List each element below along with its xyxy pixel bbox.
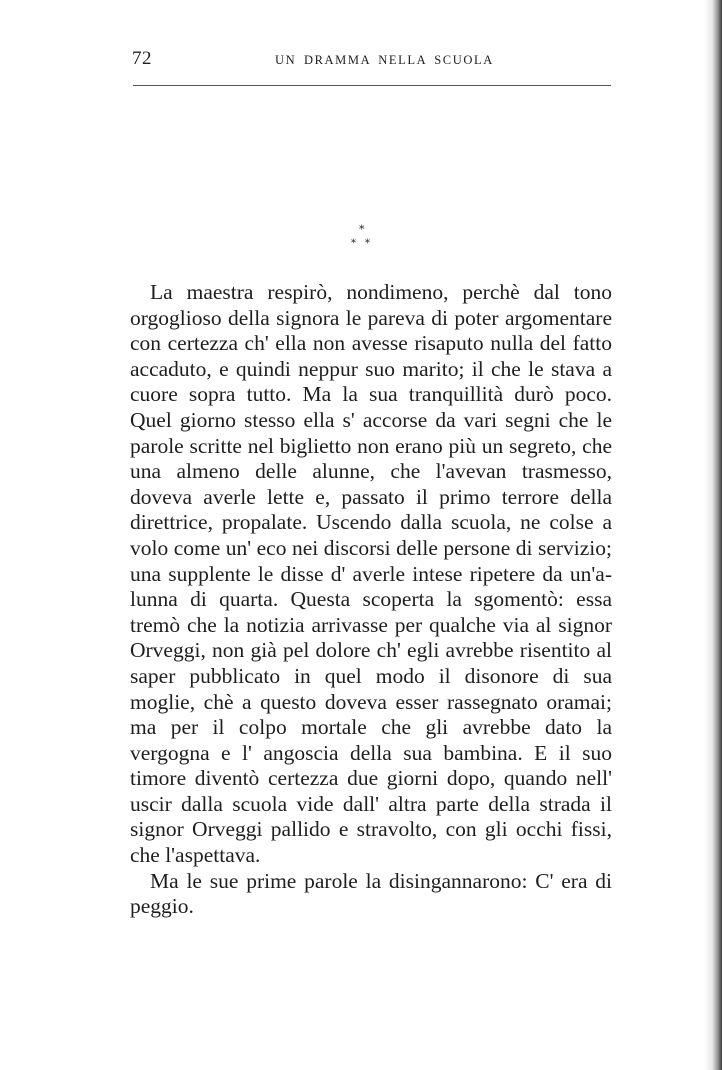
page-edge-shadow — [704, 0, 722, 1070]
paragraph-1: La maestra respirò, nondimeno, perchè dal tono orgoglioso della signora le pareva di poter argomentare con certezza ch' ella non avesse risaputo nulla del fatto accaduto, e quindi neppur suo marito; il che le stava a cuore sopra tutto. Ma la sua tranquillità durò poco. Quel giorno stesso ella s' accorse da vari segni che le parole scritte nel biglietto non erano più un segreto, che una almeno delle alunne, che l'avevan trasmesso, doveva averle lette e, passato il primo terrore della direttrice, propalate. Uscendo dalla scuola, ne colse a volo come un' eco nei discorsi delle persone di servizio; una supplente le disse d' averle intese ripetere da un'alunna di quarta. Questa scoperta la sgomentò: essa tremò che la notizia arrivasse per qualche via al signor Orveggi, non già pel dolore ch' egli avrebbe risentito al saper pubblicato in quel modo il disonore di sua moglie, chè a questo doveva esser rassegnato oramai; ma per il colpo mortale che gli avrebbe dato la vergogna e l' angoscia della sua bambina. E il suo timore diventò certezza due giorni dopo, quando nell' uscir dalla scuola vide dall' altra parte della strada il signor Orveggi pallido e stravolto, con gli occhi fissi, che l'aspettava. — [130, 280, 612, 868]
body-text — [130, 280, 612, 920]
paragraph-2: Ma le sue prime parole la disingannarono: C' era di peggio. — [130, 868, 612, 919]
asterism-icon — [346, 222, 376, 252]
asterism-star-right: * — [365, 238, 370, 249]
asterism-star-left: * — [351, 238, 356, 249]
header-rule — [133, 85, 611, 86]
running-title: UN DRAMMA NELLA SCUOLA — [275, 53, 494, 67]
page-number: 72 — [132, 48, 152, 69]
asterism-glyph — [346, 222, 376, 252]
asterism-star-top: * — [359, 223, 365, 236]
page-header — [132, 48, 612, 72]
